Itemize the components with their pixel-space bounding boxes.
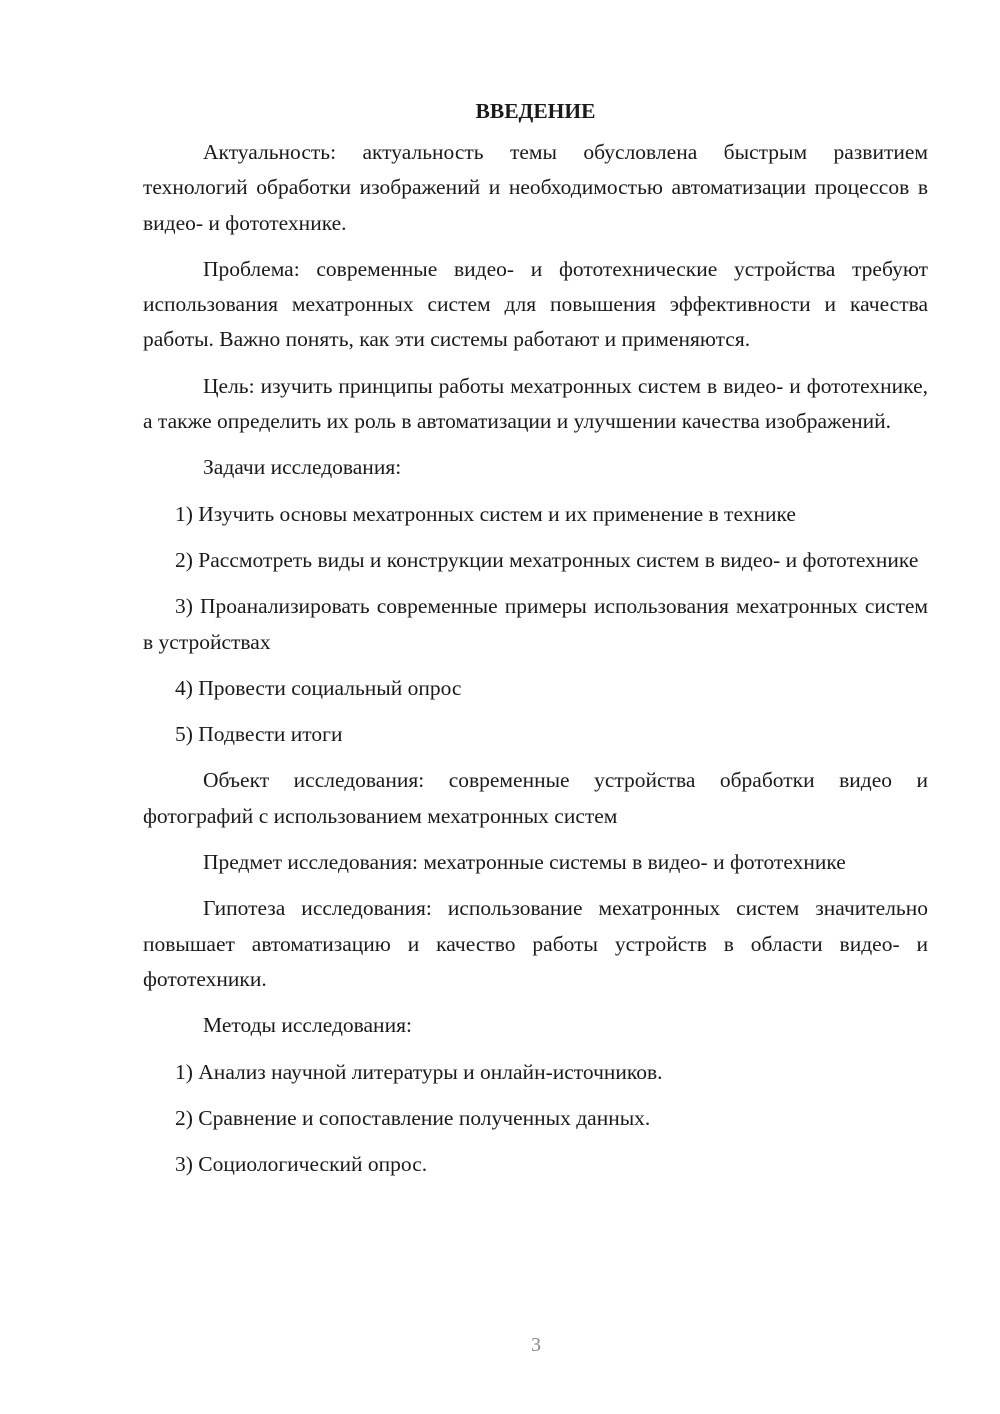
method-item-1: 1) Анализ научной литературы и онлайн-источников. [175, 1059, 663, 1084]
section-title: ВВЕДЕНИЕ [475, 99, 596, 123]
problem-paragraph: Проблема: современные видео- и фототехнические устройства требуют использования мехатронных систем для повышения эффективности и качества работы. Важно понять, как эти системы работают и применяются. [143, 256, 928, 352]
methods-heading: Методы исследования: [203, 1013, 412, 1038]
subject-paragraph: Предмет исследования: мехатронные системы в видео- и фототехнике [203, 850, 846, 875]
document-body [143, 96, 928, 1193]
object-paragraph: Объект исследования: современные устройства обработки видео и фотографий с использованием мехатронных систем [143, 768, 928, 828]
task-item-1: 1) Изучить основы мехатронных систем и их применение в технике [175, 501, 796, 526]
relevance-paragraph: Актуальность: актуальность темы обусловлена быстрым развитием технологий обработки изображений и необходимостью автоматизации процессов в видео- и фототехнике. [143, 140, 928, 235]
page-number: 3 [531, 1334, 541, 1356]
tasks-heading: Задачи исследования: [203, 455, 402, 480]
task-item-2: 2) Рассмотреть виды и конструкции мехатронных систем в видео- и фототехнике [175, 547, 919, 572]
method-item-3: 3) Социологический опрос. [175, 1152, 428, 1177]
task-item-3: 3) Проанализировать современные примеры использования мехатронных систем в устройствах [143, 594, 928, 654]
hypothesis-paragraph: Гипотеза исследования: использование мехатронных систем значительно повышает автоматизацию и качество работы устройств в области видео- и фототехники. [143, 896, 928, 991]
task-item-5: 5) Подвести итоги [175, 722, 343, 747]
goal-paragraph: Цель: изучить принципы работы мехатронных систем в видео- и фототехнике, а также определить их роль в автоматизации и улучшении качества изображений. [143, 373, 928, 434]
task-item-4: 4) Провести социальный опрос [175, 675, 462, 700]
method-item-2: 2) Сравнение и сопоставление полученных данных. [175, 1105, 651, 1130]
